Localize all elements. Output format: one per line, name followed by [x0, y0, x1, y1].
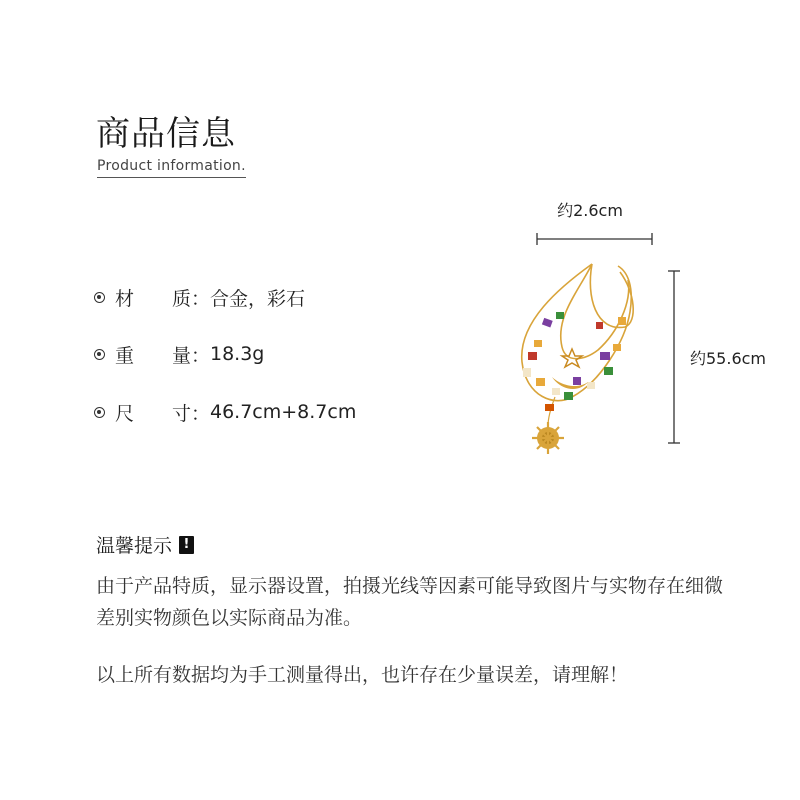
- width-label: 约2.6cm: [557, 201, 623, 220]
- spec-value: 46.7cm+8.7cm: [210, 401, 357, 423]
- bullet-icon: [94, 407, 105, 418]
- spec-label: 尺 寸：: [115, 402, 211, 425]
- page-subtitle: Product information.: [97, 158, 246, 178]
- page-title: 商品信息: [96, 114, 236, 154]
- height-label: 约55.6cm: [690, 349, 767, 368]
- spec-row-size: [94, 399, 356, 425]
- spec-value: 18.3g: [210, 343, 265, 365]
- tip-text-measurement: 以上所有数据均为手工测量得出，也许存在少量误差，请理解！: [96, 664, 629, 686]
- spec-row-weight: [94, 341, 264, 367]
- bullet-icon: [94, 292, 105, 303]
- necklace-figure: [500, 192, 790, 467]
- bullet-icon: [94, 349, 105, 360]
- spec-label: 重 量：: [115, 344, 211, 367]
- tip-text-display: 由于产品特质，显示器设置，拍摄光线等因素可能导致图片与实物存在细微差别实物颜色以实际商品为准。: [96, 575, 724, 629]
- sun-pendant: [532, 422, 564, 454]
- tips-heading: [96, 531, 194, 558]
- moon-charm: [552, 377, 588, 389]
- spec-row-material: [94, 284, 305, 310]
- spec-label: 材 质：: [115, 287, 211, 310]
- spec-value: 合金，彩石: [210, 287, 306, 310]
- tips-heading-text: 温馨提示: [96, 535, 173, 557]
- exclamation-icon: !: [179, 536, 194, 554]
